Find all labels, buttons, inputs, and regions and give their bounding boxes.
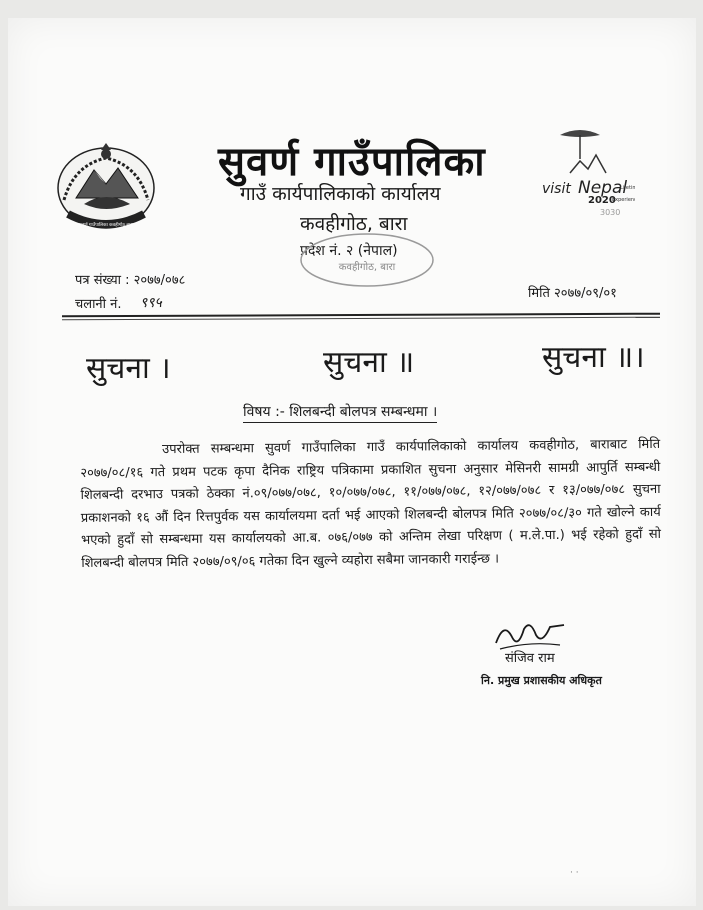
- notice-heading-2: सुचना ॥: [323, 345, 415, 380]
- letter-date: मिति २०७७/०९/०१: [528, 286, 617, 301]
- office-name: गाउँ कार्यपालिकाको कार्यालय: [240, 183, 441, 205]
- province-line: प्रदेश नं. २ (नेपाल): [300, 243, 398, 259]
- stamp-text: कवहीगोठ, बारा: [338, 262, 396, 273]
- paper-specks: · ·: [570, 868, 579, 878]
- office-address: कवहीगोठ, बारा: [300, 213, 408, 235]
- lifetime-text: Lifetim: [620, 185, 635, 191]
- emblem-text: सुवर्ण गाउँपालिका कवहीगोठ बारा: [78, 223, 134, 228]
- year-text: 2020: [588, 195, 616, 206]
- office-stamp: [297, 232, 437, 296]
- municipality-title: सुवर्ण गाउँपालिका: [218, 139, 486, 185]
- dispatch-number-label: चलानी नं.: [75, 297, 122, 312]
- notice-heading-1: सुचना ।: [86, 351, 171, 386]
- dispatch-number-handwritten: ९९५: [140, 295, 162, 311]
- signatory-name: संजिव राम: [505, 651, 555, 666]
- nepal-emblem-icon: [54, 140, 158, 244]
- signatory-title: नि. प्रमुख प्रशासकीय अधिकृत: [481, 674, 602, 687]
- letter-subject: विषय :- शिलबन्दी बोलपत्र सम्बन्धमा ।: [243, 402, 437, 423]
- notice-heading-3: सुचना ॥।: [542, 340, 645, 375]
- letter-number: पत्र संख्या : २०७७/०७८: [75, 273, 186, 288]
- experiences-text: Experien: [612, 197, 635, 203]
- visit-nepal-logo: [540, 125, 635, 234]
- letter-body: उपरोक्त सम्बन्धमा सुवर्ण गाउँपालिका गाउँ कार्यपालिकाको कार्यालय कवहीगोठ, बाराबाट मिति २०७७/०८/१६ गते प्रथम पटक कृपा दैनिक राष्ट्रिय पत्रिकामा प्रकाशित सुचना अनुसार मेसिनरी सामग्री आपुर्ति सम्बन्धी शिलबन्दी दरभाउ पत्रको ठेक्का नं.०९/०७७/०७८, १०/०७७/०७८, ११/०७७/०७८, १२/०७७/०७८ र १३/०७७/०७८ सुचना प्रकाशनको १६ औं दिन रित्तपुर्वक यस कार्यालयमा दर्ता भई आएको शिलबन्दी बोलपत्र मिति २०७७/०८/३० गते खोल्ने कार्य भएको हुदाँ सो सम्बन्धमा यस कार्यालयको आ.ब. ०७६/०७७ को अन्तिम लेखा परिक्षण ( म.ले.पा.) भई रहेको हुदाँ सो शिलबन्दी बोलपत्र मिति २०७७/०९/०६ गतेका दिन खुल्ने व्यहोरा सबैमा जानकारी गराईन्छ ।: [80, 436, 662, 571]
- nepal-text: Nepal: [578, 178, 628, 198]
- year2-text: 3030: [600, 208, 621, 217]
- visit-text: visit: [542, 181, 571, 197]
